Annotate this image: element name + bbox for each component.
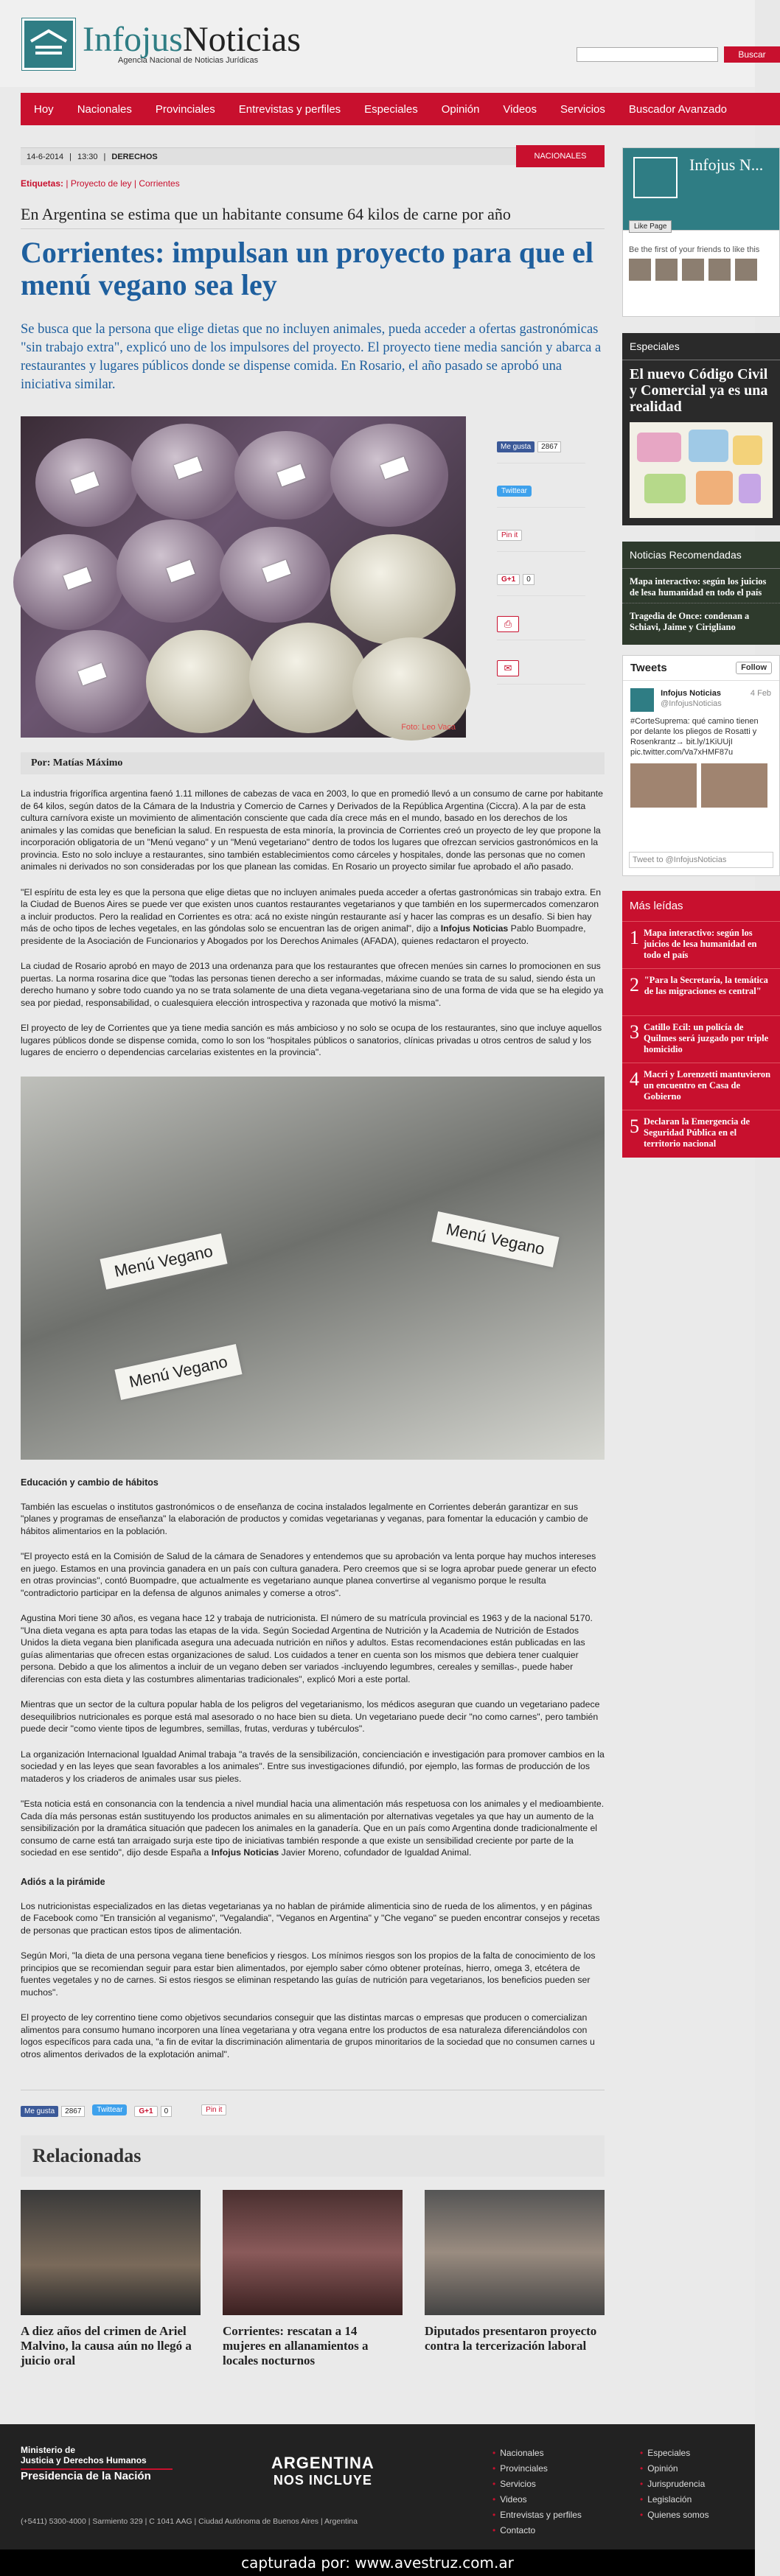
photo-label: Menú Vegano xyxy=(100,1233,227,1289)
mas-leidas-item[interactable] xyxy=(622,1063,780,1110)
tags xyxy=(21,178,605,189)
especiales-widget xyxy=(622,333,780,525)
twitter-widget xyxy=(622,655,780,876)
related-item[interactable] xyxy=(21,2190,201,2368)
related-item[interactable] xyxy=(223,2190,403,2368)
facebook-like-button[interactable]: Me gusta xyxy=(21,2106,58,2117)
footer-link[interactable]: • Quienes somos xyxy=(640,2510,709,2520)
article-summary: Se busca que la persona que elige dietas que no incluyen animales, pueda acceder a ofertas gastronómicas "sin trabajo extra", explicó uno de los impulsores del proyecto. El proyecto tiene media sanción y abarca a restaurantes y lugares públicos donde se dispense comida. En Rosario, el año pasado se aprobó una iniciativa similar. xyxy=(21,322,602,392)
capture-watermark: capturada por: www.avestruz.com.ar xyxy=(0,2549,755,2576)
related-grid xyxy=(21,2190,605,2368)
meta-separator: | xyxy=(69,152,72,161)
related-image[interactable] xyxy=(223,2190,403,2315)
main-nav xyxy=(21,93,780,125)
pinterest-button[interactable]: Pin it xyxy=(201,2104,226,2115)
site-logo[interactable] xyxy=(22,18,301,70)
facebook-count: 2867 xyxy=(61,2106,85,2117)
nav-item-opinion[interactable]: Opinión xyxy=(441,102,480,116)
gplus-count: 0 xyxy=(523,574,534,585)
share-bar-bottom xyxy=(21,2090,605,2119)
mas-leidas-widget xyxy=(622,891,780,1158)
facebook-page-logo-icon xyxy=(633,157,678,198)
share-column xyxy=(497,431,585,696)
footer-link[interactable]: • Videos xyxy=(492,2494,582,2505)
nav-item-buscador[interactable]: Buscador Avanzado xyxy=(628,102,728,116)
footer-links-col1 xyxy=(492,2448,582,2541)
related-headline[interactable]: Corrientes: rescatan a 14 mujeres en allanamientos a locales nocturnos xyxy=(223,2324,369,2367)
article-headline: Corrientes: impulsan un proyecto para que el menú vegano sea ley xyxy=(21,236,594,301)
mas-leidas-item[interactable] xyxy=(622,922,780,969)
logo-name-a: Infojus xyxy=(83,20,183,59)
recomendadas-title: Noticias Recomendadas xyxy=(622,542,780,569)
tweet-input[interactable]: Tweet to @InfojusNoticias xyxy=(629,852,773,868)
argentina-line1: ARGENTINA xyxy=(271,2454,375,2472)
tag-link[interactable]: Proyecto de ley xyxy=(70,178,132,189)
nav-item-hoy[interactable]: Hoy xyxy=(34,102,54,116)
photo-label: Menú Vegano xyxy=(431,1211,559,1267)
related-headline[interactable]: A diez años del crimen de Ariel Malvino, la causa aún no llegó a juicio oral xyxy=(21,2324,192,2367)
article-photo-menu-vegano xyxy=(21,1077,605,1460)
mas-leidas-headline[interactable]: Catillo Ecil: un policía de Quilmes será juzgado por triple homicidio xyxy=(644,1022,769,1054)
related-headline[interactable]: Diputados presentaron proyecto contra la tercerización laboral xyxy=(425,2324,597,2353)
facebook-like-page-button[interactable]: Like Page xyxy=(629,220,672,233)
paragraph-bold: Infojus Noticias xyxy=(211,1847,279,1858)
site-header xyxy=(0,0,766,87)
tweet-date: 4 Feb xyxy=(750,689,772,698)
argentina-logo xyxy=(271,2454,375,2488)
nav-item-nacionales[interactable]: Nacionales xyxy=(77,102,132,116)
nav-item-servicios[interactable]: Servicios xyxy=(560,102,605,116)
meta-separator: | xyxy=(103,152,106,161)
article-body xyxy=(21,788,605,2060)
related-image[interactable] xyxy=(425,2190,605,2315)
paragraph: El proyecto de ley correntino tiene como objetivos secundarios conseguir que las distintas marcas o empresas que producen o comercializan alimentos para consumo humano incorporen una línea vegetariana y otra vegana entre los productos de esa naturaleza diferenciándolos con logos específicos para cada una, "a fin de evitar la discriminación alimentaria de grupos minoritarios de la sociedad que no consumen carnes u otros alimentos derivados de la explotación animal". xyxy=(21,2012,595,2059)
mas-leidas-headline[interactable]: Macri y Lorenzetti mantuvieron un encuentro en Casa de Gobierno xyxy=(644,1069,771,1102)
related-item[interactable] xyxy=(425,2190,605,2368)
paragraph: También las escuelas o institutos gastronómicos o de enseñanza de cocina instalados legalmente en Corrientes deberán garantizar en sus "planes y programas de enseñanza" la elaboración de productos y comidas vegetarianas y veganas, para fomentar la educación y cambio de hábitos alimentarios en la población. xyxy=(21,1501,588,1536)
photo-credit: Foto: Leo Vaca xyxy=(401,723,456,732)
tweets-title: Tweets xyxy=(630,662,667,674)
pinterest-button[interactable]: Pin it xyxy=(497,530,522,541)
rank-number: 1 xyxy=(630,927,639,948)
logo-subtitle: Agencia Nacional de Noticias Jurídicas xyxy=(118,56,259,65)
sidebar xyxy=(622,147,780,1158)
subheading: Educación y cambio de hábitos xyxy=(21,1477,159,1488)
footer-link[interactable]: • Nacionales xyxy=(492,2448,582,2458)
tweet-images[interactable] xyxy=(630,763,772,808)
paragraph: Los nutricionistas especializados en las dietas vegetarianas ya no hablan de pirámide alimenticia sino de rueda de los alimentos, y en páginas de Facebook como "En transición al veganismo", "Vegalandia", "Veganos en Argentina" y "Che vegano" se pueden encontrar consejos y recetas de personas que practican estos tipos de alimentación. xyxy=(21,1900,600,1936)
section-badge[interactable]: NACIONALES xyxy=(516,145,605,167)
paragraph: "El proyecto está en la Comisión de Salud de la cámara de Senadores y entendemos que su aprobación va lenta porque hay muchos intereses en juego. Estamos en una provincia ganadera en un país con cultura ganadera. Pero creemos que si se logra aprobar puede generar un efecto en otras provincias", contó Buompadre, que actualmente es vegetariano aunque planea convertirse al veganismo porque le resulta "contradictorio participar en la defensa de algunos animales y comerse a otros". xyxy=(21,1551,596,1598)
twitter-button[interactable]: Twittear xyxy=(497,486,532,497)
tweet xyxy=(623,681,779,815)
logo-name-b: Noticias xyxy=(182,20,301,59)
paragraph-text: "El espíritu de esta ley es que la persona que elige dietas que no incluyen animales pueda acceder a ofertas gastronómicas sin trabajo extra. En la Ciudad de Buenos Aires se puede ver que existen unos cuantos restaurantes vegetarianos y que también en los supermercados comenzaron a incluir productos. Pero la realidad en Corrientes es otra: acá no existe ningún restaurante así y hacer las compras es un desafío. Si bien hay más de ocho tipos de leches vegetales, en las góndolas solo se encuentran las de origen animal", dijo a xyxy=(21,886,602,934)
especiales-image[interactable] xyxy=(630,422,773,518)
facebook-friends-thumbs xyxy=(623,259,779,281)
photo-label: Menú Vegano xyxy=(114,1344,242,1400)
ministry-line3: Presidencia de la Nación xyxy=(21,2470,151,2482)
paragraph-text: "Esta noticia está en consonancia con la tendencia a nivel mundial hacia una alimentación más respetuosa con los animales y el medioambiente. Cada día más personas están sustituyendo los productos animales en su alimentación por alternativas vegetales ya que hay un aumento de la sensibilización por la dramática situación que padecen los animales en la ganadería. Que en un país como Argentina donde tradicionalmente el consumo de carne está tan arraigado surja este tipo de iniciativas también responde a que existe un sensibilidad creciente por parte de la sociedad en ese sentido", dijo desde España a xyxy=(21,1799,605,1858)
mas-leidas-item[interactable] xyxy=(622,1016,780,1063)
rank-number: 4 xyxy=(630,1068,639,1090)
twitter-follow-button[interactable]: Follow xyxy=(736,662,772,674)
search-input[interactable] xyxy=(577,47,718,62)
footer-link[interactable]: • Contacto xyxy=(492,2525,582,2535)
article-column xyxy=(21,147,605,2368)
related-image[interactable] xyxy=(21,2190,201,2315)
especiales-title: Especiales xyxy=(622,333,780,360)
paragraph: Según Mori, "la dieta de una persona vegana tiene beneficios y riesgos. Los mínimos riesgos son los propios de la falta de conocimiento de los principios que se recomiendan seguir para estar bien alimentados, por ejemplo saber cómo obtener proteínas, hierro, omega 3, etcétera de fuentes vegetales y no de carnes. Si estos riesgos se eliminan respetando las guías de nutrición para vegetarianos, los beneficios pueden ser muchos". xyxy=(21,1950,596,1998)
subheading: Adiós a la pirámide xyxy=(21,1876,105,1887)
print-icon[interactable]: ⎙ xyxy=(497,616,519,632)
footer-link[interactable]: • Entrevistas y perfiles xyxy=(492,2510,582,2520)
argentina-line2: NOS INCLUYE xyxy=(273,2473,372,2488)
related-title: Relacionadas xyxy=(21,2135,605,2177)
paragraph-text: Pablo Buompadre, presidente de la Asociación de Funcionarios y Abogados por los Derechos Animales (AFADA), quienes redactaron el proyecto. xyxy=(21,923,586,946)
rank-number: 5 xyxy=(630,1116,639,1137)
nav-item-videos[interactable]: Videos xyxy=(503,102,537,116)
tweet-handle: @InfojusNoticias xyxy=(661,699,722,708)
tweet-text: #CorteSuprema: qué camino tienen por delante los pliegos de Rosatti y Rosenkrantz→ bit.ly/1KiUUjI pic.twitter.com/Va7xHMF87u xyxy=(630,717,759,757)
tag-link[interactable]: Corrientes xyxy=(139,178,180,189)
nav-item-provinciales[interactable]: Provinciales xyxy=(155,102,215,116)
especiales-headline[interactable]: El nuevo Código Civil y Comercial ya es una realidad xyxy=(630,366,768,415)
footer-link[interactable]: • Servicios xyxy=(492,2479,582,2489)
article-author: Por: Matías Máximo xyxy=(21,752,605,774)
tag-sep: | xyxy=(66,178,69,189)
twitter-button[interactable]: Twittear xyxy=(92,2104,127,2115)
ministry-line1: Ministerio de xyxy=(21,2445,76,2455)
search-button[interactable]: Buscar xyxy=(724,46,780,63)
footer-link[interactable]: • Especiales xyxy=(640,2448,709,2458)
article-photo-vegan-bags xyxy=(21,416,466,738)
facebook-page-widget xyxy=(622,147,780,317)
mas-leidas-item[interactable] xyxy=(622,969,780,1016)
recomendada-item[interactable]: Tragedia de Once: condenan a Schiavi, Jaime y Cirigliano xyxy=(630,611,750,632)
recomendada-item[interactable]: Mapa interactivo: según los juicios de lesa humanidad en todo el país xyxy=(622,569,780,603)
footer-link[interactable]: • Provinciales xyxy=(492,2463,582,2474)
footer-link[interactable]: • Legislación xyxy=(640,2494,709,2505)
facebook-count: 2867 xyxy=(537,441,561,452)
logo-mark-icon xyxy=(22,18,75,70)
article-time: 13:30 xyxy=(77,152,98,161)
facebook-page-name[interactable]: Infojus N... xyxy=(689,155,764,174)
tag-sep: | xyxy=(133,178,137,189)
tweet-avatar[interactable] xyxy=(630,688,654,712)
footer-links-col2 xyxy=(640,2448,709,2525)
email-icon[interactable]: ✉ xyxy=(497,660,519,676)
rank-number: 2 xyxy=(630,974,639,995)
gplus-count: 0 xyxy=(161,2106,173,2117)
footer-link[interactable]: • Jurisprudencia xyxy=(640,2479,709,2489)
paragraph: Agustina Mori tiene 30 años, es vegana hace 12 y trabaja de nutricionista. El número de su matrícula provincial es 1963 y de la nacional 5170. "Una dieta vegana es apta para todas las etapas de la vida. Según Sociedad Argentina de Nutrición y la Academia de Nutrición de Estados Unidos la dieta vegana bien planificada asegura una adecuada nutrición en niños y adultos. Estas recomendaciones están publicadas en las guías alimentarias que ofrecen estas organizaciones de salud. Los cuidados a tener en cuenta son los mismos que debiera tener cualquier persona. Debido a que los alimentos a incluir de un vegano deben ser variados -incluyendo legumbres, cereales y semillas-, puede haber diferencias con esta dieta y las costumbres alimentarias tradicionales", explicó Mori a este portal. xyxy=(21,1613,593,1684)
article-section[interactable]: DERECHOS xyxy=(111,152,158,161)
mas-leidas-title: Más leídas xyxy=(622,891,780,922)
gplus-button[interactable]: G+1 xyxy=(134,2106,157,2117)
article-metabar xyxy=(21,147,605,165)
recomendadas-widget xyxy=(622,542,780,645)
mas-leidas-item[interactable] xyxy=(622,1110,780,1158)
mas-leidas-headline[interactable]: Mapa interactivo: según los juicios de lesa humanidad en todo el país xyxy=(644,928,757,960)
paragraph-bold: Infojus Noticias xyxy=(440,923,509,934)
tags-label: Etiquetas: xyxy=(21,178,64,189)
mas-leidas-headline[interactable]: "Para la Secretaría, la temática de las migraciones es central" xyxy=(644,975,768,996)
article-date: 14-6-2014 xyxy=(27,152,64,161)
paragraph: Mientras que un sector de la cultura popular habla de los peligros del vegetarianismo, los médicos aseguran que cuando un vegetariano padece desequilibrios nutricionales es porque está mal asesorado o no hace bien su dieta. Un vegetariano puede decir "no como carnes", pero también puede decir "como viente tipos de legumbres, semillas, frutas, verduras y tubérculos". xyxy=(21,1699,600,1734)
facebook-like-button[interactable]: Me gusta xyxy=(497,441,534,452)
rank-number: 3 xyxy=(630,1021,639,1043)
facebook-cover xyxy=(623,148,779,231)
paragraph xyxy=(21,886,605,948)
paragraph: El proyecto de ley de Corrientes que ya tiene media sanción es más ambicioso y no solo se ocupa de los restaurantes, sino que incluye aquellos lugares públicos donde se dispense comida, como lo son los "hospitales públicos o sanatorios, clínicas privadas u otros centros de salud y los lugares de encierro o dependencias carcelarias existentes en la provincia". xyxy=(21,1023,602,1057)
gplus-button[interactable]: G+1 xyxy=(497,574,520,585)
facebook-friends-text: Be the first of your friends to like this xyxy=(629,245,760,254)
ministry-line2: Justicia y Derechos Humanos xyxy=(21,2455,147,2465)
nav-item-entrevistas[interactable]: Entrevistas y perfiles xyxy=(238,102,341,116)
paragraph xyxy=(21,1798,605,1859)
paragraph: La ciudad de Rosario aprobó en mayo de 2013 una ordenanza para que los restaurantes que ofrecen menúes sin carnes lo promocionen en sus puertas. La norma rosarina dice que "todas las personas tienen derecho a ser informadas, máxime cuando se trata de su salud, siendo ésta un derecho humano y sobre todo cuando ya no se trata solamente de una dieta vegana-vegetariana sino de una forma de vida que se ha elegido ya sea por piedad, responsabilidad, o cualesquiera elección introspectiva y razonada que motivó la misma". xyxy=(21,961,604,1008)
mas-leidas-headline[interactable]: Declaran la Emergencia de Seguridad Pública en el territorio nacional xyxy=(644,1116,751,1149)
paragraph: La organización Internacional Igualdad Animal trabaja "a través de la sensibilización, concienciación e investigación para promover cambios en la sociedad y en las leyes que sean favorables a los animales". Entre sus investigaciones difundió, por ejemplo, las formas de producción de los mataderos y los criaderos de animales usar sus pieles. xyxy=(21,1749,605,1784)
footer-address: (+5411) 5300-4000 | Sarmiento 329 | C 1041 AAG | Ciudad Autónoma de Buenos Aires | Argentina xyxy=(21,2517,358,2526)
article-kicker: En Argentina se estima que un habitante consume 64 kilos de carne por año xyxy=(21,205,605,229)
nav-item-especiales[interactable]: Especiales xyxy=(364,102,418,116)
paragraph-text: Javier Moreno, cofundador de Igualdad Animal. xyxy=(279,1847,472,1858)
footer-link[interactable]: • Opinión xyxy=(640,2463,709,2474)
tweet-user[interactable]: Infojus Noticias xyxy=(661,689,721,698)
paragraph: La industria frigorífica argentina faenó 1.11 millones de cabezas de vaca en 2003, lo que en promedió llevó a un consumo de carne por habitante de 64 kilos, según datos de la Cámara de la Industria y Comercio de Carnes y Derivados de la República Argentina (Ciccra). A la par de esta cultura carnívora existe un movimiento de alimentación consciente que cada día crece más en el mundo, basado en los derechos de los animales y las comidas que benefician la salud. En respuesta de esta minoría, la provincia de Corrientes creó un proyecto de ley que propone la incorporación obligatoria de un "Menú vegano" y un "Menú vegetariano" dentro de todos los lugares que ofrezcan servicios gastronómicos en la provincia. Esto no solo incluye a restaurantes, sino también establecimientos como cárceles y hospitales, donde las personas que no comen animales ni derivados no son consideradas por los que planean las comidas. En Rosario un proyecto similar fue aprobado el año pasado. xyxy=(21,788,604,872)
